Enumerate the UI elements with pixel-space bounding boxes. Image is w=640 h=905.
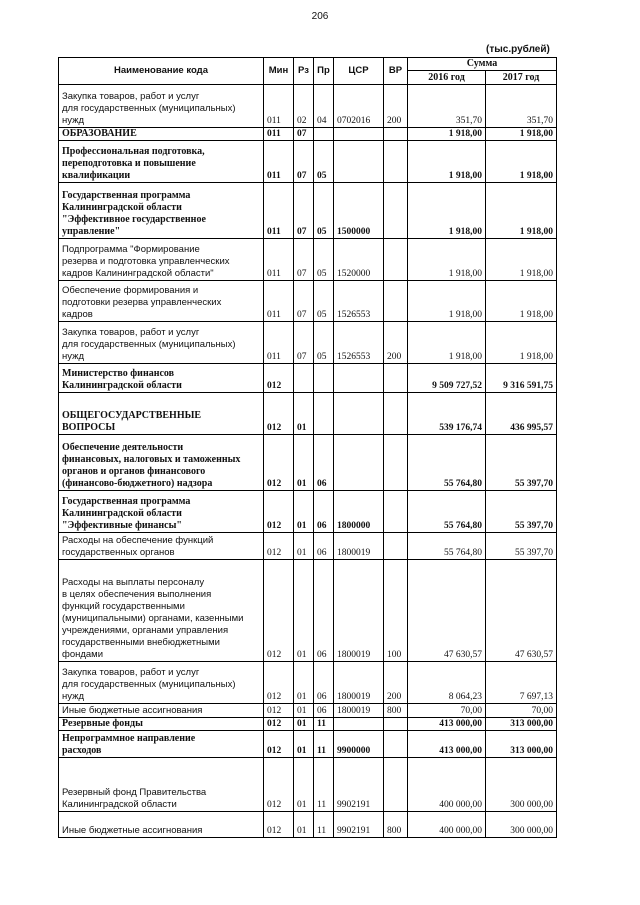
row-rz: 01 [294, 662, 314, 704]
row-sum-2016: 1 918,00 [408, 128, 486, 141]
row-csr: 1800019 [334, 533, 384, 560]
header-2016: 2016 год [408, 71, 486, 85]
row-min: 012 [264, 491, 294, 533]
row-sum-2016: 9 509 727,52 [408, 364, 486, 393]
row-name: Непрограммное направление расходов [59, 731, 264, 758]
row-vr: 100 [384, 560, 408, 662]
row-vr: 200 [384, 85, 408, 128]
row-vr [384, 281, 408, 322]
row-pr: 06 [314, 560, 334, 662]
row-sum-2017: 9 316 591,75 [486, 364, 557, 393]
row-csr: 1526553 [334, 281, 384, 322]
header-csr: ЦСР [334, 58, 384, 85]
table-row [59, 85, 557, 128]
row-vr [384, 435, 408, 491]
row-pr: 06 [314, 704, 334, 718]
row-sum-2017: 55 397,70 [486, 533, 557, 560]
row-sum-2017: 313 000,00 [486, 718, 557, 731]
row-sum-2017: 300 000,00 [486, 758, 557, 812]
row-csr: 1800019 [334, 560, 384, 662]
row-rz: 01 [294, 718, 314, 731]
row-name: Профессиональная подготовка, переподготовка и повышение квалификации [59, 141, 264, 183]
row-sum-2016: 70,00 [408, 704, 486, 718]
row-vr [384, 533, 408, 560]
row-rz [294, 364, 314, 393]
row-name: Расходы на обеспечение функций государственных органов [59, 533, 264, 560]
row-sum-2017: 300 000,00 [486, 812, 557, 838]
row-rz: 07 [294, 183, 314, 239]
row-rz: 07 [294, 322, 314, 364]
header-pr: Пр [314, 58, 334, 85]
row-rz: 07 [294, 141, 314, 183]
table-row [59, 662, 557, 704]
row-sum-2017: 1 918,00 [486, 239, 557, 281]
row-csr: 1526553 [334, 322, 384, 364]
row-sum-2016: 1 918,00 [408, 141, 486, 183]
row-csr [334, 128, 384, 141]
row-csr: 1520000 [334, 239, 384, 281]
row-csr: 0702016 [334, 85, 384, 128]
row-pr: 11 [314, 812, 334, 838]
header-vr: ВР [384, 58, 408, 85]
row-sum-2017: 1 918,00 [486, 281, 557, 322]
row-vr [384, 491, 408, 533]
row-sum-2016: 413 000,00 [408, 731, 486, 758]
row-sum-2017: 1 918,00 [486, 322, 557, 364]
row-min: 011 [264, 85, 294, 128]
row-min: 012 [264, 662, 294, 704]
header-sum: Сумма [408, 58, 557, 71]
row-name: ОБЩЕГОСУДАРСТВЕННЫЕ ВОПРОСЫ [59, 393, 264, 435]
row-rz: 01 [294, 533, 314, 560]
row-vr [384, 718, 408, 731]
row-rz: 01 [294, 758, 314, 812]
row-rz: 07 [294, 128, 314, 141]
row-sum-2017: 351,70 [486, 85, 557, 128]
row-csr [334, 393, 384, 435]
row-sum-2017: 7 697,13 [486, 662, 557, 704]
row-sum-2016: 1 918,00 [408, 183, 486, 239]
table-row [59, 239, 557, 281]
row-min: 012 [264, 718, 294, 731]
row-csr: 9902191 [334, 758, 384, 812]
row-vr [384, 758, 408, 812]
row-min: 012 [264, 704, 294, 718]
row-vr [384, 239, 408, 281]
row-rz: 01 [294, 491, 314, 533]
row-vr: 200 [384, 322, 408, 364]
table-row [59, 718, 557, 731]
page-number: 206 [311, 11, 329, 22]
table-row [59, 281, 557, 322]
table-row [59, 560, 557, 662]
table-row [59, 183, 557, 239]
table-row [59, 704, 557, 718]
row-sum-2017: 1 918,00 [486, 141, 557, 183]
table-row [59, 393, 557, 435]
row-name: Резервный фонд Правительства Калининградской области [59, 758, 264, 812]
row-pr [314, 128, 334, 141]
table-row [59, 812, 557, 838]
row-vr [384, 393, 408, 435]
row-csr [334, 141, 384, 183]
row-sum-2017: 55 397,70 [486, 491, 557, 533]
row-sum-2017: 70,00 [486, 704, 557, 718]
row-csr [334, 364, 384, 393]
row-vr: 200 [384, 662, 408, 704]
row-rz: 07 [294, 281, 314, 322]
row-sum-2016: 1 918,00 [408, 322, 486, 364]
row-name: Государственная программа Калининградской области "Эффективное государственное управление" [59, 183, 264, 239]
table-row [59, 533, 557, 560]
row-pr: 06 [314, 662, 334, 704]
row-pr: 04 [314, 85, 334, 128]
row-name: Обеспечение деятельности финансовых, налоговых и таможенных органов и органов финансового (финансово-бюджетного) надзора [59, 435, 264, 491]
row-rz: 07 [294, 239, 314, 281]
row-vr [384, 128, 408, 141]
row-min: 012 [264, 812, 294, 838]
row-pr: 11 [314, 731, 334, 758]
row-min: 012 [264, 435, 294, 491]
row-sum-2017: 313 000,00 [486, 731, 557, 758]
row-sum-2016: 413 000,00 [408, 718, 486, 731]
row-min: 012 [264, 364, 294, 393]
row-csr: 1800000 [334, 491, 384, 533]
table-row [59, 758, 557, 812]
table-row [59, 731, 557, 758]
row-name: Закупка товаров, работ и услуг для государственных (муниципальных) нужд [59, 322, 264, 364]
row-vr: 800 [384, 704, 408, 718]
row-min: 011 [264, 322, 294, 364]
row-rz: 01 [294, 393, 314, 435]
row-min: 012 [264, 533, 294, 560]
row-name: Иные бюджетные ассигнования [59, 812, 264, 838]
row-name: Министерство финансов Калининградской области [59, 364, 264, 393]
row-pr [314, 364, 334, 393]
table-row [59, 435, 557, 491]
row-sum-2016: 539 176,74 [408, 393, 486, 435]
row-pr: 06 [314, 491, 334, 533]
row-pr: 06 [314, 533, 334, 560]
row-rz: 01 [294, 731, 314, 758]
row-name: Государственная программа Калининградской области "Эффективные финансы" [59, 491, 264, 533]
table-row [59, 364, 557, 393]
row-vr [384, 731, 408, 758]
row-sum-2017: 55 397,70 [486, 435, 557, 491]
row-name: Подпрограмма "Формирование резерва и подготовка управленческих кадров Калининградской области" [59, 239, 264, 281]
row-vr: 800 [384, 812, 408, 838]
row-name: Резервные фонды [59, 718, 264, 731]
row-min: 011 [264, 128, 294, 141]
row-pr: 11 [314, 718, 334, 731]
table-row [59, 128, 557, 141]
row-name: Обеспечение формирования и подготовки резерва управленческих кадров [59, 281, 264, 322]
row-csr: 1800019 [334, 662, 384, 704]
row-sum-2017: 1 918,00 [486, 183, 557, 239]
row-rz: 01 [294, 435, 314, 491]
budget-table [58, 57, 557, 838]
row-sum-2017: 436 995,57 [486, 393, 557, 435]
row-pr: 11 [314, 758, 334, 812]
row-min: 012 [264, 393, 294, 435]
row-sum-2016: 400 000,00 [408, 758, 486, 812]
row-csr: 1500000 [334, 183, 384, 239]
row-pr: 05 [314, 141, 334, 183]
row-sum-2016: 55 764,80 [408, 491, 486, 533]
header-name: Наименование кода [59, 58, 264, 85]
row-vr [384, 364, 408, 393]
row-sum-2016: 8 064,23 [408, 662, 486, 704]
row-name: Закупка товаров, работ и услуг для государственных (муниципальных) нужд [59, 85, 264, 128]
row-sum-2016: 1 918,00 [408, 281, 486, 322]
row-rz: 02 [294, 85, 314, 128]
row-min: 012 [264, 560, 294, 662]
row-min: 011 [264, 141, 294, 183]
row-sum-2016: 47 630,57 [408, 560, 486, 662]
table-row [59, 322, 557, 364]
row-pr: 05 [314, 322, 334, 364]
row-name: Иные бюджетные ассигнования [59, 704, 264, 718]
row-csr: 9902191 [334, 812, 384, 838]
row-pr: 05 [314, 183, 334, 239]
header-rz: Рз [294, 58, 314, 85]
row-sum-2016: 55 764,80 [408, 435, 486, 491]
row-rz: 01 [294, 704, 314, 718]
row-csr: 1800019 [334, 704, 384, 718]
row-pr: 06 [314, 435, 334, 491]
row-rz: 01 [294, 812, 314, 838]
row-csr: 9900000 [334, 731, 384, 758]
row-min: 011 [264, 183, 294, 239]
table-row [59, 491, 557, 533]
row-sum-2016: 1 918,00 [408, 239, 486, 281]
row-name: Закупка товаров, работ и услуг для государственных (муниципальных) нужд [59, 662, 264, 704]
row-csr [334, 435, 384, 491]
row-min: 011 [264, 239, 294, 281]
unit-note: (тыс.рублей) [486, 44, 550, 55]
row-pr: 05 [314, 281, 334, 322]
row-pr [314, 393, 334, 435]
row-csr [334, 718, 384, 731]
row-name: Расходы на выплаты персоналу в целях обеспечения выполнения функций государственными (муниципальными) органами, казенными учреждениями, органами управления государственными внебюджетными фондами [59, 560, 264, 662]
table-row [59, 141, 557, 183]
row-vr [384, 141, 408, 183]
row-sum-2017: 1 918,00 [486, 128, 557, 141]
row-name: ОБРАЗОВАНИЕ [59, 128, 264, 141]
row-min: 012 [264, 758, 294, 812]
row-sum-2016: 55 764,80 [408, 533, 486, 560]
row-pr: 05 [314, 239, 334, 281]
header-2017: 2017 год [486, 71, 557, 85]
row-sum-2017: 47 630,57 [486, 560, 557, 662]
row-sum-2016: 400 000,00 [408, 812, 486, 838]
row-rz: 01 [294, 560, 314, 662]
header-min: Мин [264, 58, 294, 85]
row-min: 012 [264, 731, 294, 758]
row-sum-2016: 351,70 [408, 85, 486, 128]
row-min: 011 [264, 281, 294, 322]
row-vr [384, 183, 408, 239]
